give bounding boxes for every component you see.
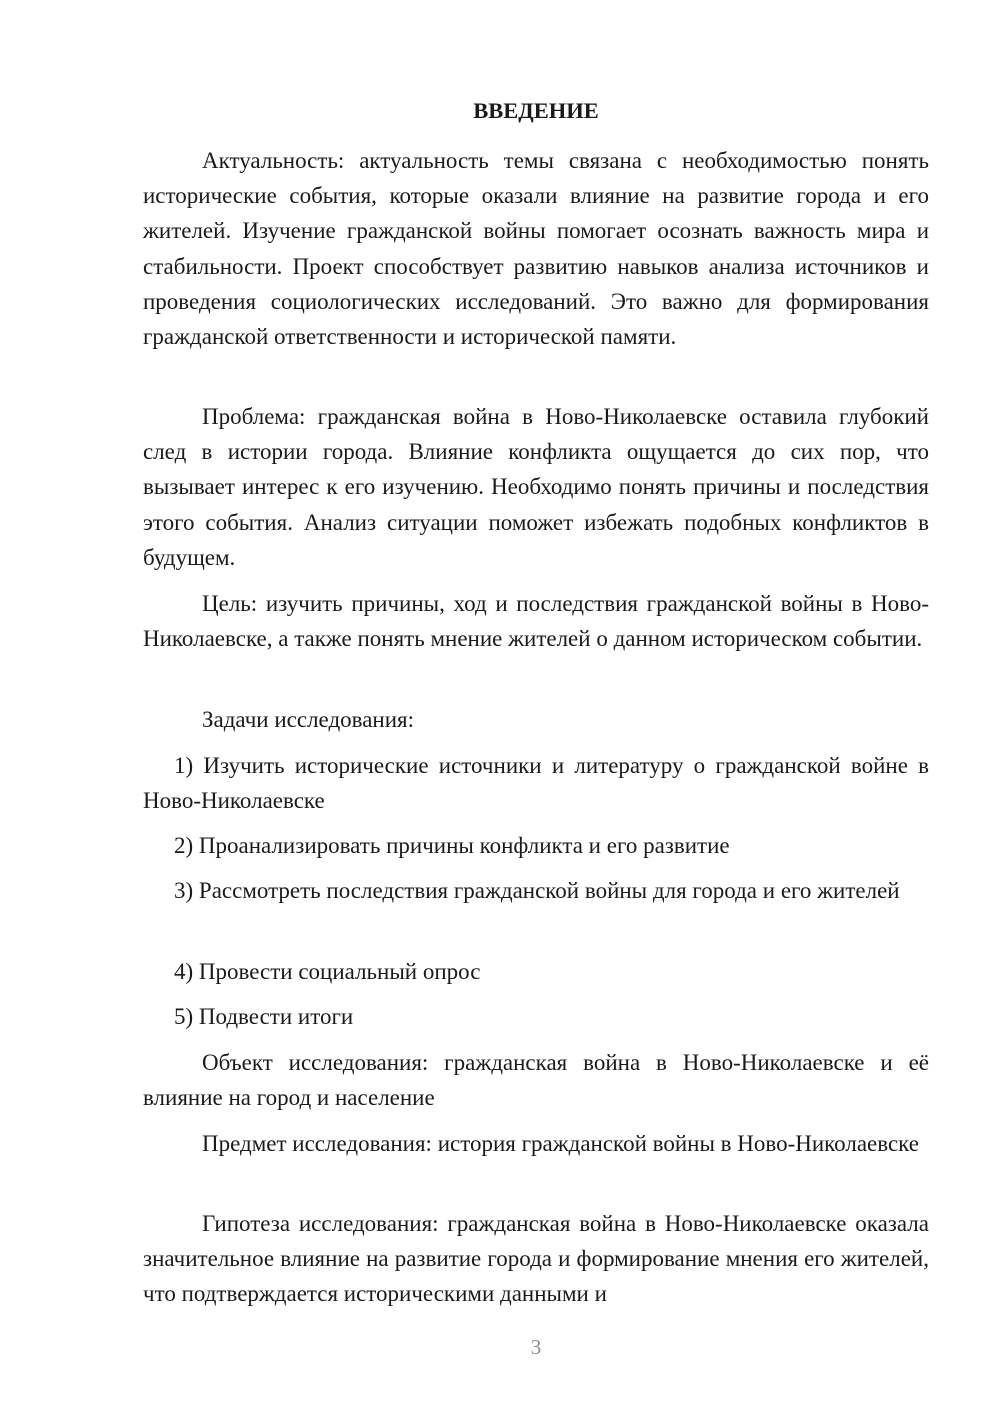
paragraph-tasks-heading: Задачи исследования: [202, 707, 415, 732]
paragraph-relevance: Актуальность: актуальность темы связана с необходимостью понять исторические события, которые оказали влияние на развитие города и его жителей. Изучение гражданской войны помогает осознать важность мира и стабильности. Проект способствует развитию навыков анализа источников и проведения социологических исследований. Это важно для формирования гражданской ответственности и исторической памяти. [143, 148, 929, 350]
paragraph-hypothesis: Гипотеза исследования: гражданская война в Ново-Николаевске оказала значительное влияние на развитие города и формирование мнения его жителей, что подтверждается историческими данными и [143, 1211, 929, 1307]
paragraph-problem: Проблема: гражданская война в Ново-Николаевске оставила глубокий след в истории города. Влияние конфликта ощущается до сих пор, что вызывает интерес к его изучению. Необходимо понять причины и последствия этого события. Анализ ситуации поможет избежать подобных конфликтов в будущем. [143, 404, 929, 570]
page-number: 3 [530, 1335, 542, 1359]
list-item-task-3: 3) Рассмотреть последствия гражданской войны для города и его жителей [174, 878, 900, 903]
list-item-task-1: 1) Изучить исторические источники и литературу о гражданской войне в Ново-Николаевске [143, 753, 929, 814]
list-item-task-5: 5) Подвести итоги [174, 1004, 354, 1029]
page-title: ВВЕДЕНИЕ [473, 98, 599, 123]
list-item-task-4: 4) Провести социальный опрос [174, 959, 481, 984]
paragraph-subject: Предмет исследования: история гражданской войны в Ново-Николаевске [202, 1131, 919, 1156]
paragraph-object: Объект исследования: гражданская война в Ново-Николаевске и её влияние на город и население [143, 1050, 929, 1111]
paragraph-goal: Цель: изучить причины, ход и последствия гражданской войны в Ново-Николаевске, а также понять мнение жителей о данном историческом событии. [143, 591, 929, 652]
list-item-task-2: 2) Проанализировать причины конфликта и его развитие [174, 833, 730, 858]
